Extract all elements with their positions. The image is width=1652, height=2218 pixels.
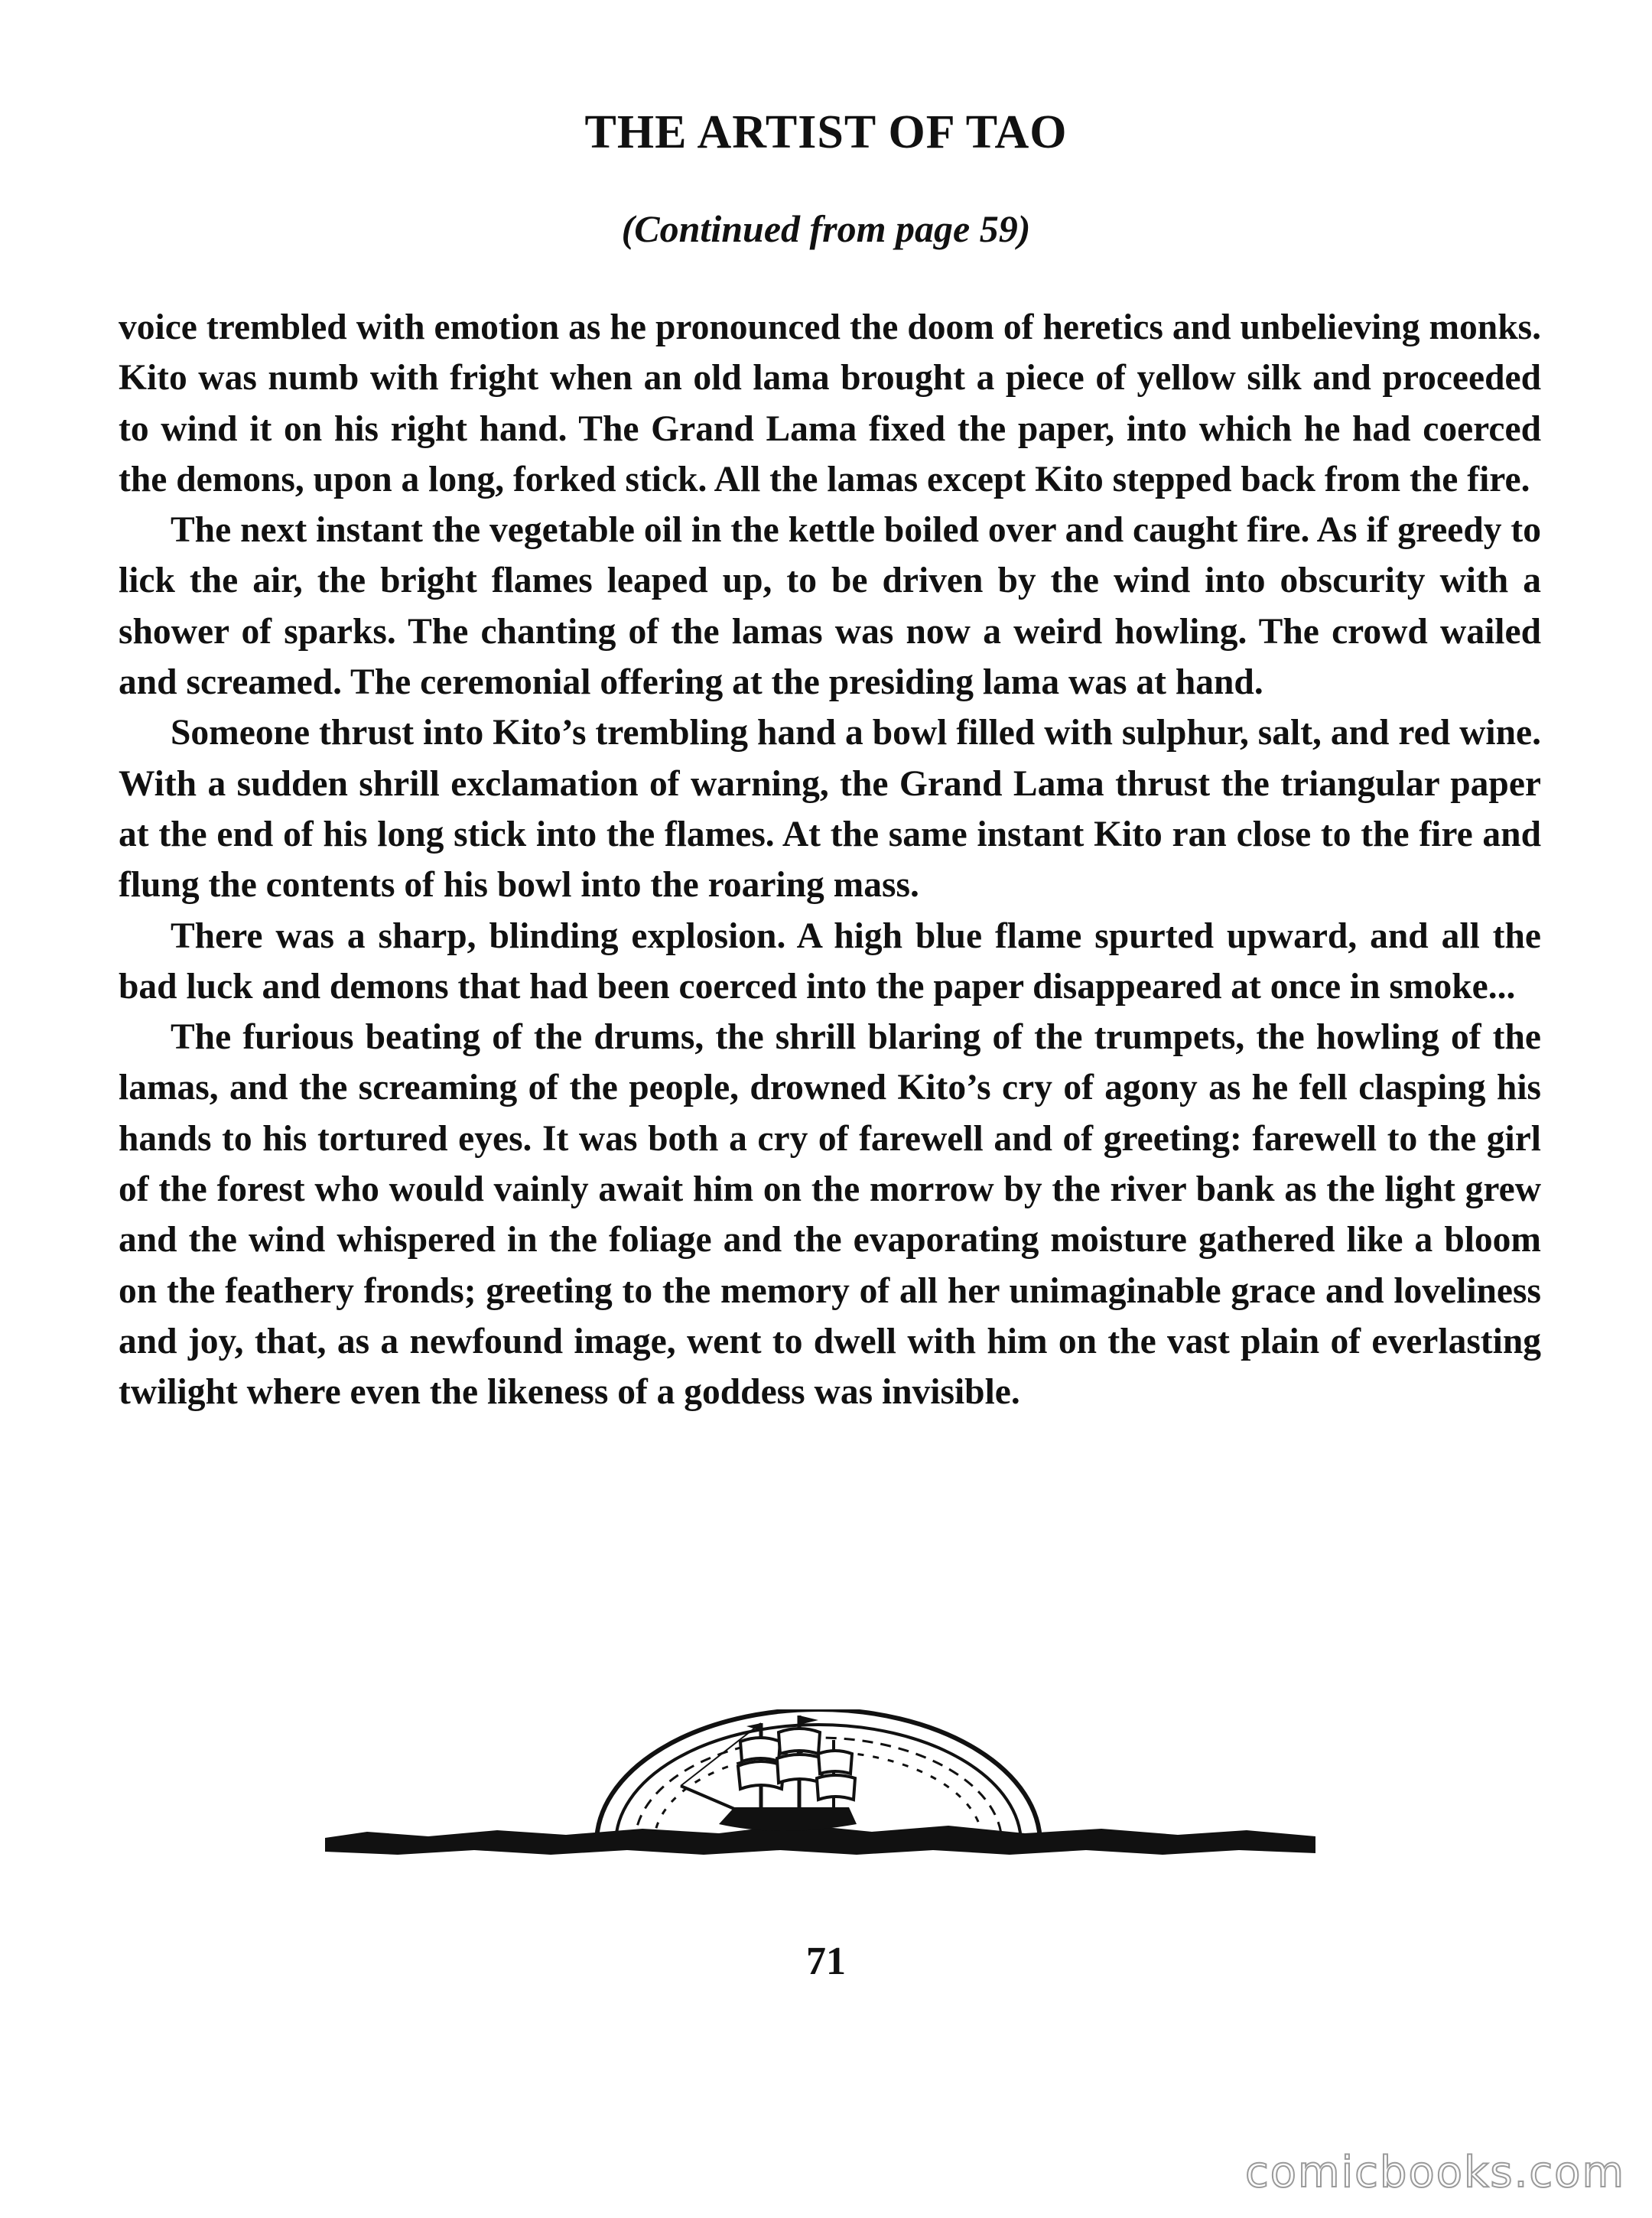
- sailing-ship-rainbow-icon: [321, 1709, 1331, 1862]
- page-number: 71: [806, 1940, 846, 1983]
- paragraph: There was a sharp, blinding explosion. A high blue flame spurted upward, and all the bad luck and demons that had been coerced into the paper disappeared at once in smoke...: [119, 915, 1541, 1007]
- watermark: comicbooks.com: [1244, 2148, 1625, 2197]
- story-text: [119, 302, 1541, 1418]
- paragraph: The next instant the vegetable oil in the kettle boiled over and caught fire. As if greedy to lick the air, the bright flames leaped up, to be driven by the wind into obscurity with a shower of sparks. The chanting of the lamas was now a weird howling. The crowd wailed and screamed. The ceremonial offering at the presiding lama was at hand.: [119, 510, 1541, 703]
- paragraph: Someone thrust into Kito’s trembling hand a bowl filled with sulphur, salt, and red wine. With a sudden shrill exclamation of warning, the Grand Lama thrust the triangular paper at the end of his long stick into the flames. At the same instant Kito ran close to the fire and flung the contents of his bowl into the roaring mass.: [119, 713, 1541, 906]
- page-title: THE ARTIST OF TAO: [584, 106, 1068, 158]
- paragraph: The furious beating of the drums, the shrill blaring of the trumpets, the howling of the lamas, and the screaming of the people, drowned Kito’s cry of agony as he fell clasping his hands to his tortured eyes. It was both a cry of farewell and of greeting: farewell to the girl of the forest who would vainly await him on the morrow by the river bank as the light grew and the wind whispered in the foliage and the evaporating moisture gathered like a bloom on the feathery fronds; greeting to the memory of all her unimaginable grace and loveliness and joy, that, as a newfound image, went to dwell with him on the vast plain of everlasting twilight where even the likeness of a goddess was invisible.: [119, 1017, 1541, 1413]
- paragraph: voice trembled with emotion as he pronounced the doom of heretics and unbelieving monks. Kito was numb with fright when an old lama brought a piece of yellow silk and proceeded to wind it on his right hand. The Grand Lama fixed the paper, into which he had coerced the demons, upon a long, forked stick. All the lamas except Kito stepped back from the fire.: [119, 307, 1541, 499]
- continuation-note: (Continued from page 59): [621, 207, 1031, 250]
